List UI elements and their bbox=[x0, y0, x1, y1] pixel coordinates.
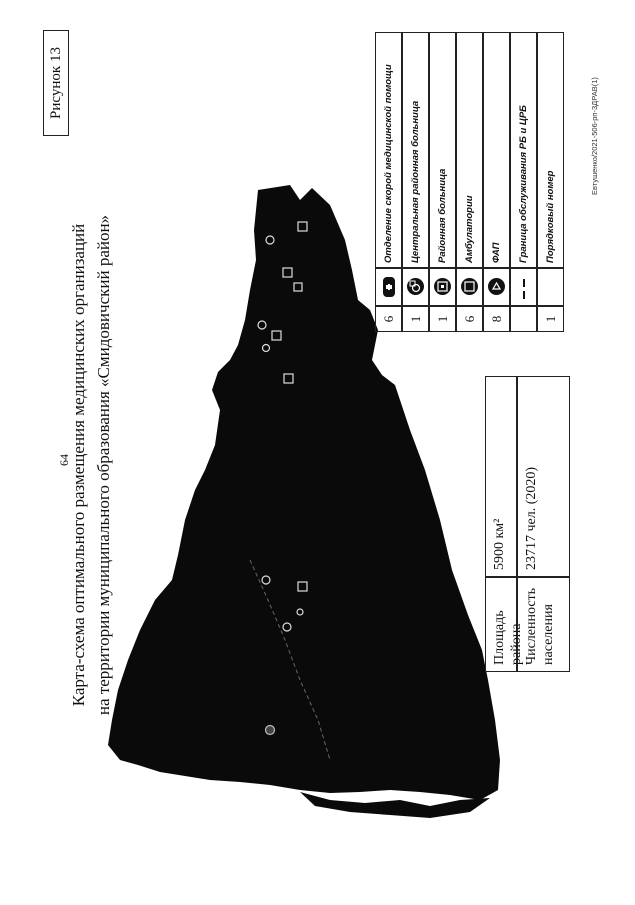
page-number: 64 bbox=[57, 454, 71, 466]
legend-symbol bbox=[456, 268, 483, 306]
ambulance-icon bbox=[383, 277, 395, 297]
area-label: Площадь района bbox=[485, 577, 517, 672]
map-legend bbox=[375, 32, 565, 332]
district-stats-table bbox=[485, 376, 570, 672]
legend-count: 1 bbox=[402, 306, 429, 332]
legend-symbol bbox=[402, 268, 429, 306]
boundary-line-icon bbox=[521, 275, 527, 299]
legend-label: ФАП bbox=[483, 32, 510, 268]
legend-count: 8 bbox=[483, 306, 510, 332]
figure-label: Рисунок 13 bbox=[43, 30, 69, 136]
legend-count bbox=[510, 306, 537, 332]
legend-count: 6 bbox=[375, 306, 402, 332]
central-hospital-icon bbox=[407, 279, 424, 296]
legend-count: 1 bbox=[429, 306, 456, 332]
legend-count: 1 bbox=[537, 306, 564, 332]
map-title-line-1: Карта-схема оптимального размещения медицинских организаций bbox=[69, 223, 88, 707]
fap-icon bbox=[488, 279, 505, 296]
area-value: 5900 км² bbox=[485, 376, 517, 577]
legend-label: Районная больница bbox=[429, 32, 456, 268]
district-hospital-icon bbox=[434, 279, 451, 296]
outpatient-clinic-icon bbox=[461, 279, 478, 296]
legend-symbol bbox=[510, 268, 537, 306]
legend-symbol bbox=[483, 268, 510, 306]
legend-symbol bbox=[429, 268, 456, 306]
legend-label: Порядковый номер bbox=[537, 32, 564, 268]
population-label: Численность населения bbox=[517, 577, 570, 672]
population-value: 23717 чел. (2020) bbox=[517, 376, 570, 577]
map-title-line-2: на территории муниципального образования «Смидовичский район» bbox=[94, 214, 113, 716]
legend-symbol bbox=[375, 268, 402, 306]
legend-label: Отделение скорой медицинской помощи bbox=[375, 32, 402, 268]
legend-label: Амбулатории bbox=[456, 32, 483, 268]
legend-label: Центральная районная больница bbox=[402, 32, 429, 268]
document-stamp: Евтушенко/2021-506-рп-3ДРАВ(1) bbox=[590, 77, 599, 195]
legend-label: Граница обслуживания РБ и ЦРБ bbox=[510, 32, 537, 268]
legend-count: 6 bbox=[456, 306, 483, 332]
facility-marker bbox=[266, 726, 275, 735]
legend-symbol bbox=[537, 268, 564, 306]
